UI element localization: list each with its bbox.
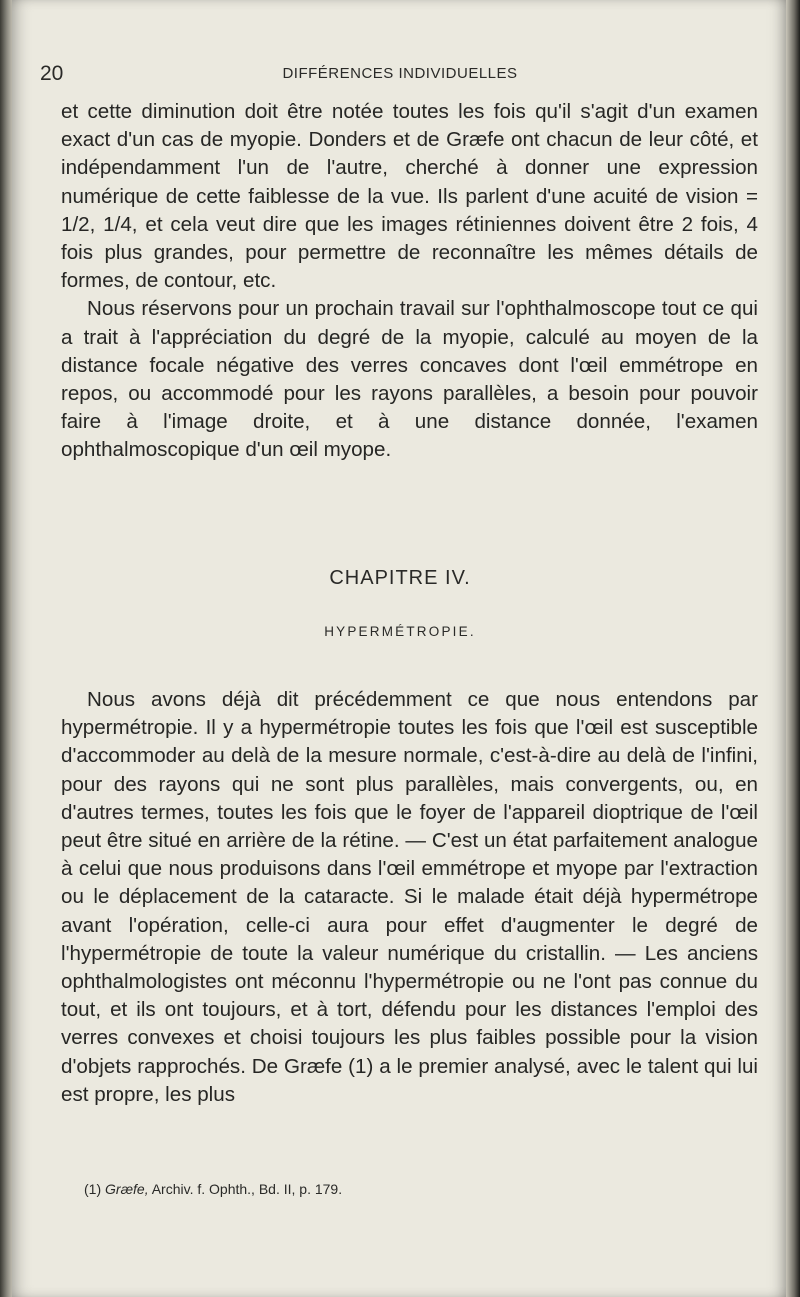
body-text-bottom	[61, 686, 758, 1109]
footnote	[84, 1181, 342, 1197]
paragraph-1: et cette diminution doit être notée toutes les fois qu'il s'agit d'un examen exact d'un cas de myopie. Donders et de Græfe ont chacun de leur côté, et indépendamment l'un de l'autre, cherché à donner une expression numérique de cette faiblesse de la vue. Ils parlent d'une acuité de vision = 1/2, 1/4, et cela veut dire que les images rétiniennes doivent être 2 fois, 4 fois plus grandes, pour permettre de reconnaître les mêmes détails de formes, de contour, etc.	[61, 100, 758, 293]
book-edge-shadow-right	[786, 0, 800, 1297]
page-number: 20	[40, 62, 64, 85]
footnote-reference: Archiv. f. Ophth., Bd. II, p. 179.	[151, 1181, 343, 1197]
chapter-title: CHAPITRE IV.	[329, 567, 471, 589]
paragraph-3: Nous avons déjà dit précédemment ce que nous entendons par hypermétropie. Il y a hypermétropie toutes les fois que l'œil est susceptible d'accommoder au delà de la mesure normale, c'est-à-dire au delà de l'infini, pour des rayons qui ne sont plus parallèles, mais convergents, ou, en d'autres termes, toutes les fois que le foyer de l'appareil dioptrique de l'œil peut être situé en arrière de la rétine. — C'est un état parfaitement analogue à celui que nous produisons dans l'œil emmétrope et myope par l'extraction ou le déplacement de la cataracte. Si le malade était déjà hypermétrope avant l'opération, celle-ci aura pour effet d'augmenter le degré de l'hypermétropie de toute la valeur numérique du cristallin. — Les anciens ophthalmologistes ont méconnu l'hypermétropie ou ne l'ont pas connue du tout, et ils ont toujours, et à tort, défendu pour les distances l'emploi des verres convexes et choisi toujours les plus faibles possible pour la vision d'objets rapprochés. De Græfe (1) a le premier analysé, avec le talent qui lui est propre, les plus	[61, 688, 758, 1106]
running-head: DIFFÉRENCES INDIVIDUELLES	[282, 65, 518, 82]
footnote-author: Græfe,	[105, 1181, 149, 1197]
footnote-marker: (1)	[84, 1181, 102, 1197]
chapter-subtitle: HYPERMÉTROPIE.	[324, 624, 476, 639]
paragraph-2: Nous réservons pour un prochain travail sur l'ophthalmoscope tout ce qui a trait à l'appréciation du degré de la myopie, calculé au moyen de la distance focale négative des verres concaves dont l'œil emmétrope en repos, ou accommodé pour les rayons parallèles, a besoin pour pouvoir faire à l'image droite, et à une distance donnée, l'examen ophthalmoscopique d'un œil myope.	[61, 297, 758, 462]
body-text-top	[61, 98, 758, 465]
page-header	[0, 62, 800, 86]
